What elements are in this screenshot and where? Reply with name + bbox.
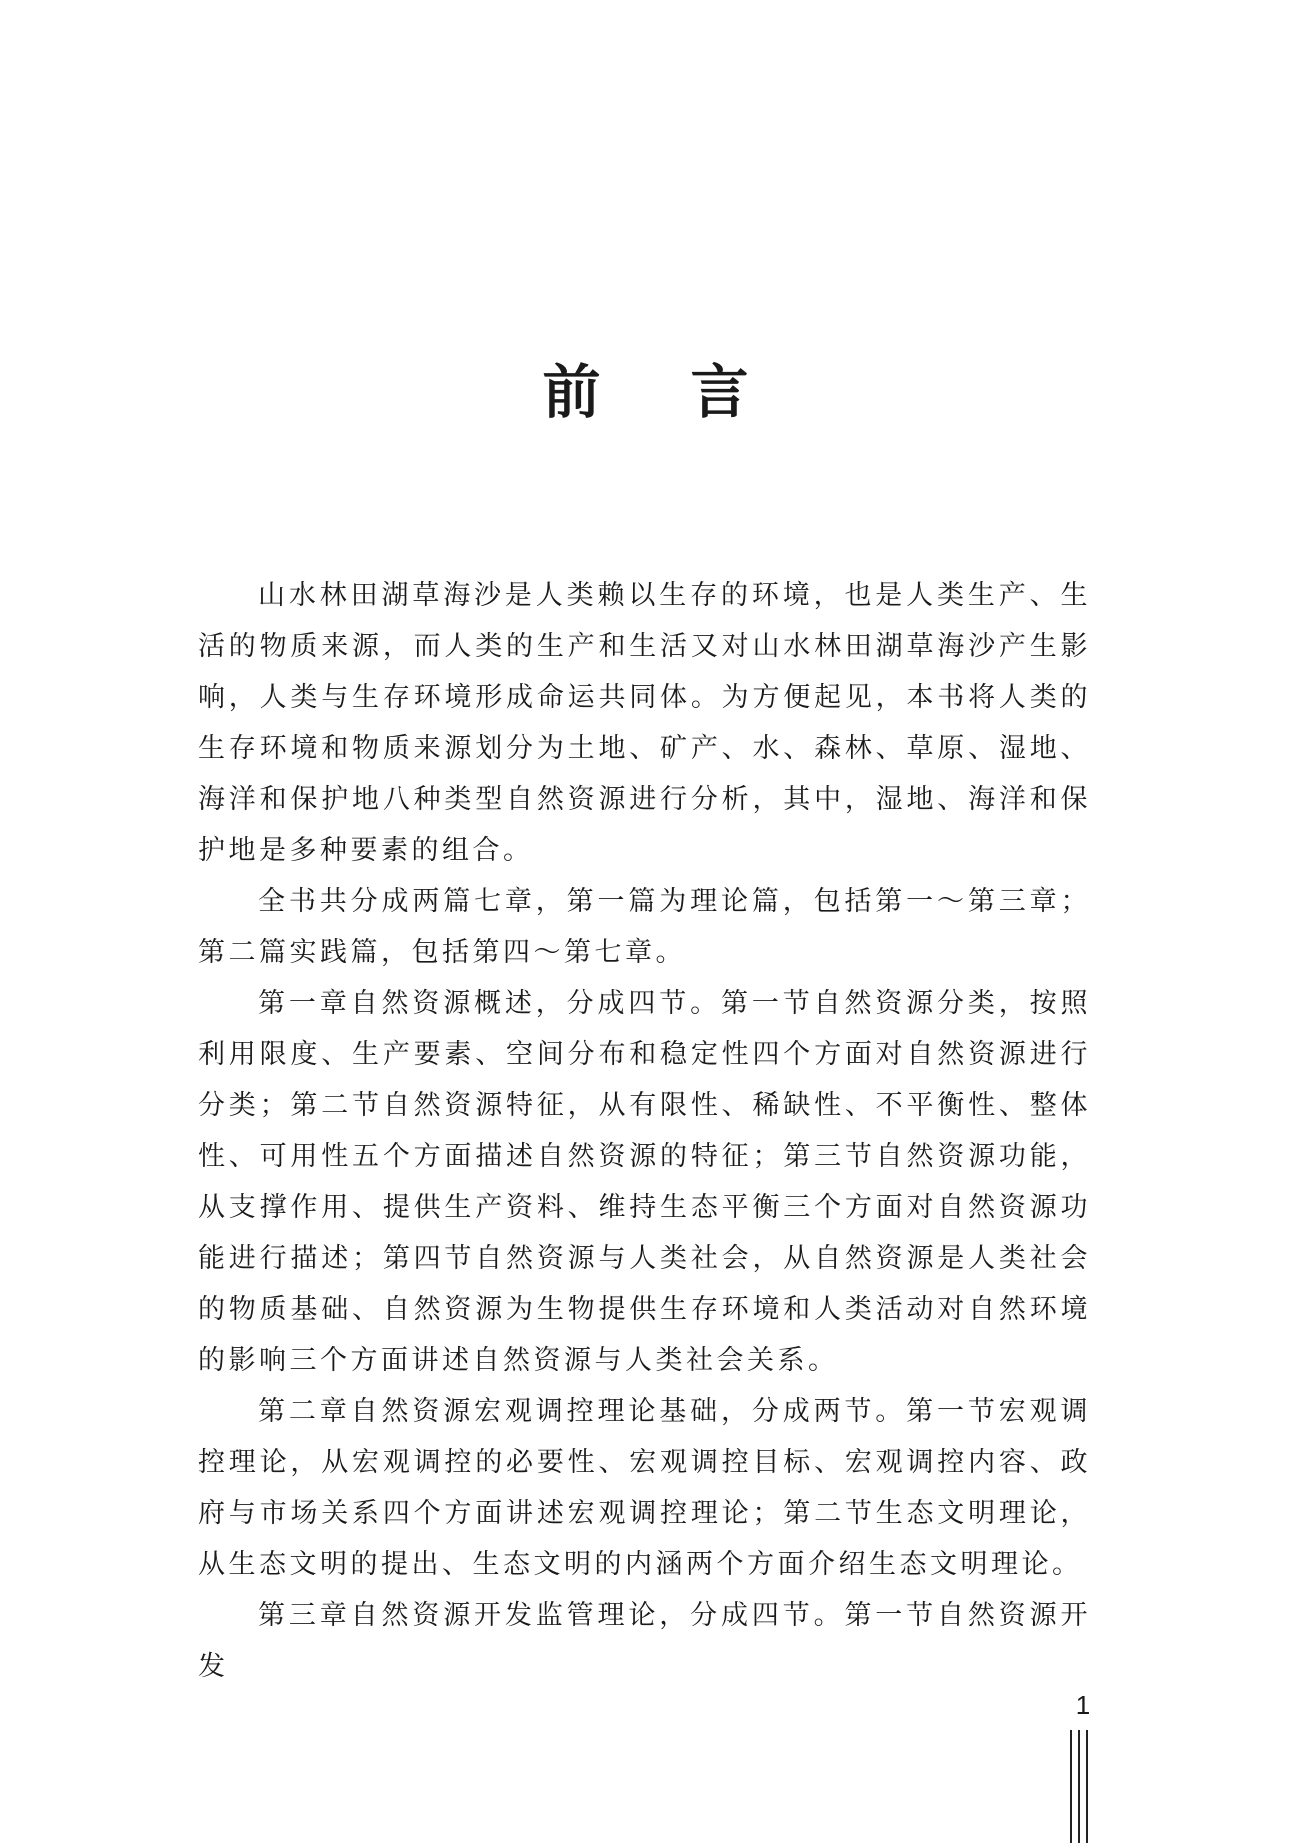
paragraph-2: 全书共分成两篇七章，第一篇为理论篇，包括第一～第三章；第二篇实践篇，包括第四～第七章。 [198,886,1091,968]
edge-rule-line [1070,1730,1072,1843]
paragraph-4: 第二章自然资源宏观调控理论基础，分成两节。第一节宏观调控理论，从宏观调控的必要性、宏观调控目标、宏观调控内容、政府与市场关系四个方面讲述宏观调控理论；第二节生态文明理论，从生态文明的提出、生态文明的内涵两个方面介绍生态文明理论。 [198,1396,1091,1580]
page-title: 前言 [542,358,839,426]
paragraph-5: 第三章自然资源开发监管理论，分成四节。第一节自然资源开发 [198,1600,1091,1682]
page-number: 1 [1075,1690,1091,1720]
preface-body [198,570,1091,1692]
paragraph-1: 山水林田湖草海沙是人类赖以生存的环境，也是人类生产、生活的物质来源，而人类的生产和生活又对山水林田湖草海沙产生影响，人类与生存环境形成命运共同体。为方便起见，本书将人类的生存环境和物质来源划分为土地、矿产、水、森林、草原、湿地、海洋和保护地八种类型自然资源进行分析，其中，湿地、海洋和保护地是多种要素的组合。 [198,580,1091,866]
edge-rule-line [1078,1730,1080,1843]
paragraph-3: 第一章自然资源概述，分成四节。第一节自然资源分类，按照利用限度、生产要素、空间分布和稳定性四个方面对自然资源进行分类；第二节自然资源特征，从有限性、稀缺性、不平衡性、整体性、可用性五个方面描述自然资源的特征；第三节自然资源功能，从支撑作用、提供生产资料、维持生态平衡三个方面对自然资源功能进行描述；第四节自然资源与人类社会，从自然资源是人类社会的物质基础、自然资源为生物提供生存环境和人类活动对自然环境的影响三个方面讲述自然资源与人类社会关系。 [198,988,1091,1376]
edge-rule-line [1086,1730,1088,1843]
